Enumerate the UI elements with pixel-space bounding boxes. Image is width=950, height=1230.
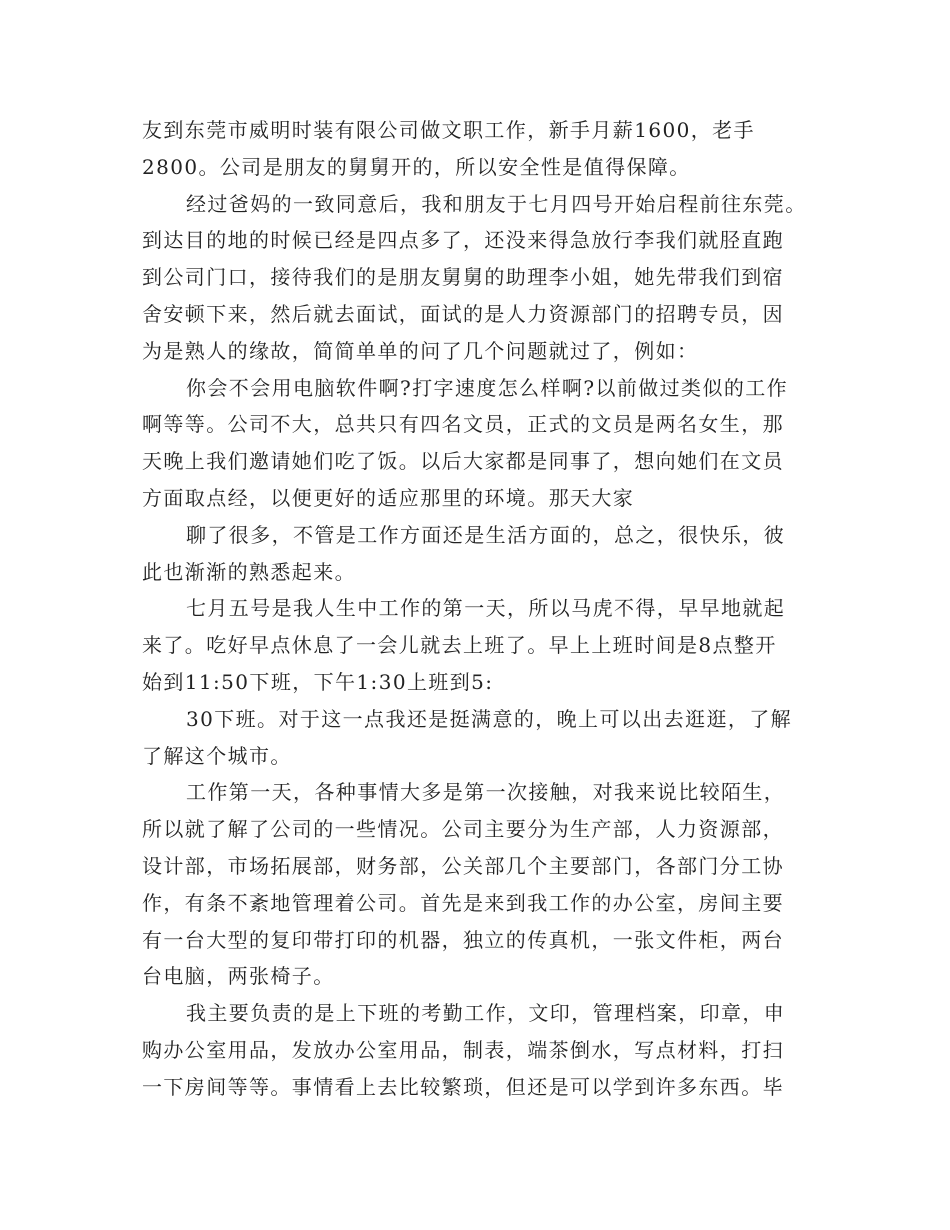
paragraph: [142, 995, 812, 1105]
paragraph: [142, 517, 812, 591]
text-line: 30下班。对于这一点我还是挺满意的，晚上可以出去逛逛，了解: [186, 706, 793, 731]
text-line: 天晚上我们邀请她们吃了饭。以后大家都是同事了，想向她们在文员: [142, 449, 784, 474]
text-line: 啊等等。公司不大，总共只有四名文员，正式的文员是两名女生，那: [142, 412, 784, 437]
text-line: 你会不会用电脑软件啊?打字速度怎么样啊?以前做过类似的工作: [186, 375, 789, 400]
paragraph: [142, 701, 812, 775]
text-line: 此也渐渐的熟悉起来。: [142, 559, 356, 584]
paragraph: [142, 186, 812, 370]
text-line: 了解这个城市。: [142, 743, 292, 768]
text-line: 友到东莞市威明时装有限公司做文职工作，新手月薪1600，老手: [142, 118, 755, 142]
text-line: 设计部，市场拓展部，财务部，公关部几个主要部门，各部门分工协: [142, 853, 784, 878]
text-line: 七月五号是我人生中工作的第一天，所以马虎不得，早早地就起: [186, 596, 786, 621]
paragraph: [142, 590, 812, 700]
text-line: 我主要负责的是上下班的考勤工作，文印，管理档案，印章，申: [186, 1001, 786, 1026]
text-line: 购办公室用品，发放办公室用品，制表，端茶倒水，写点材料，打扫: [142, 1037, 784, 1062]
text-line: 有一台大型的复印带打印的机器，独立的传真机，一张文件柜，两台: [142, 927, 784, 952]
paragraph: [142, 774, 812, 995]
text-line: 经过爸妈的一致同意后，我和朋友于七月四号开始启程前往东莞。: [186, 191, 807, 216]
text-line: 工作第一天，各种事情大多是第一次接触，对我来说比较陌生，: [186, 780, 786, 805]
text-line: 方面取点经，以便更好的适应那里的环境。那天大家: [142, 485, 635, 510]
text-line: 到公司门口，接待我们的是朋友舅舅的助理李小姐，她先带我们到宿: [142, 265, 784, 290]
paragraph: [142, 370, 812, 517]
text-line: 台电脑，两张椅子。: [142, 964, 335, 989]
text-line: 到达目的地的时候已经是四点多了，还没来得急放行李我们就胫直跑: [142, 228, 784, 253]
text-line: 来了。吃好早点休息了一会儿就去上班了。早上上班时间是8点整开: [142, 633, 777, 658]
text-line: 始到11:50下班，下午1:30上班到5:: [142, 669, 494, 694]
text-line: 2800。公司是朋友的舅舅开的，所以安全性是值得保障。: [142, 154, 691, 179]
text-line: 为是熟人的缘故，简简单单的问了几个问题就过了，例如：: [142, 338, 699, 363]
text-line: 作，有条不紊地管理着公司。首先是来到我工作的办公室，房间主要: [142, 890, 784, 915]
document-body: [142, 112, 812, 1106]
text-line: 一下房间等等。事情看上去比较繁琐，但还是可以学到许多东西。毕: [142, 1074, 784, 1099]
text-line: 舍安顿下来，然后就去面试，面试的是人力资源部门的招聘专员，因: [142, 301, 784, 326]
paragraph: [142, 112, 812, 186]
text-line: 所以就了解了公司的一些情况。公司主要分为生产部，人力资源部，: [142, 817, 784, 842]
text-line: 聊了很多，不管是工作方面还是生活方面的，总之，很快乐，彼: [186, 522, 786, 547]
